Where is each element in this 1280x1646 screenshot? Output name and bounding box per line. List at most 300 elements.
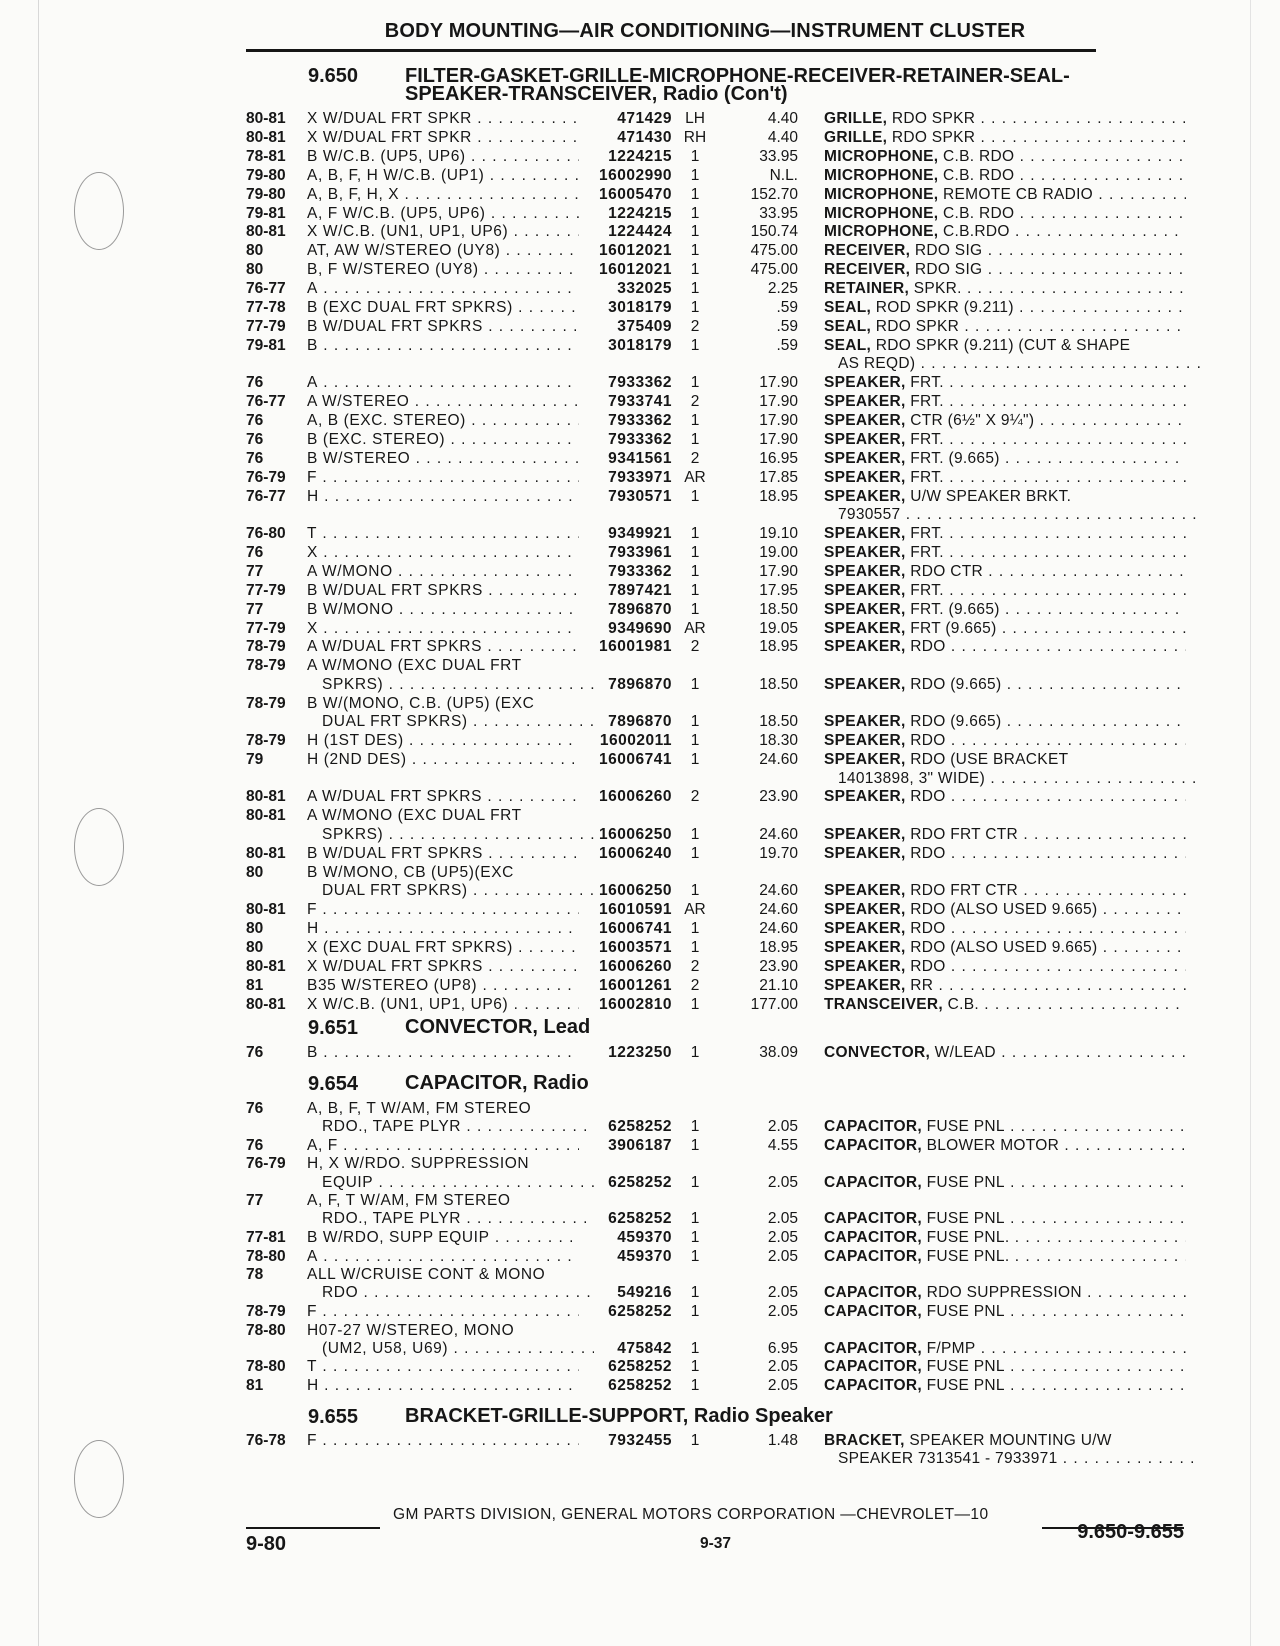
part-name-desc: FUSE PNL bbox=[926, 1377, 1005, 1394]
quantity: 1 bbox=[690, 1136, 700, 1154]
price: 150.74 bbox=[750, 223, 798, 241]
price: 16.95 bbox=[759, 449, 798, 467]
model-years: 76-77 bbox=[246, 280, 286, 298]
part-name-desc: BLOWER MOTOR bbox=[926, 1136, 1060, 1154]
application: B W/DUAL FRT SPKRS . . . bbox=[307, 845, 579, 863]
part-number: 16001261 bbox=[599, 976, 672, 994]
quantity: 1 bbox=[690, 938, 700, 956]
part-name-noun: SPEAKER, bbox=[824, 430, 906, 448]
application: B W/RDO, SUPP EQUIP . . . bbox=[307, 1229, 579, 1247]
model-years: 79-80 bbox=[246, 185, 286, 203]
part-name-noun: TRANSCEIVER, bbox=[824, 995, 944, 1013]
quantity: 1 bbox=[690, 412, 700, 429]
part-name bbox=[824, 920, 1186, 938]
quantity: 1 bbox=[690, 185, 700, 203]
model-years: 80-81 bbox=[246, 807, 286, 825]
part-name-noun: SPEAKER, bbox=[824, 619, 906, 637]
binder-hole bbox=[74, 808, 124, 886]
part-name-desc: FRT. bbox=[910, 581, 944, 599]
price: 17.95 bbox=[759, 581, 798, 599]
part-name-desc: CTR (6½" X 9¼") bbox=[910, 412, 1035, 429]
price: 23.90 bbox=[759, 788, 798, 806]
part-name-noun: CAPACITOR, bbox=[824, 1339, 923, 1357]
part-name-desc: RDO (ALSO USED 9.665) bbox=[910, 901, 1098, 918]
part-name-noun: SEAL, bbox=[824, 336, 872, 354]
price: 24.60 bbox=[759, 919, 798, 937]
price: 19.10 bbox=[759, 525, 798, 542]
model-years: 80-81 bbox=[246, 844, 286, 862]
price: 18.95 bbox=[759, 938, 798, 956]
model-years: 77-79 bbox=[246, 581, 286, 599]
part-number: 16006260 bbox=[599, 788, 672, 806]
part-name bbox=[824, 110, 1186, 128]
quantity: 1 bbox=[690, 995, 700, 1013]
application-cont: DUAL FRT SPKRS) . . . bbox=[322, 882, 594, 900]
part-name-noun: SPEAKER, bbox=[824, 882, 906, 900]
application: X W/DUAL FRT SPKRS . . . bbox=[307, 958, 579, 976]
page-edge-line bbox=[1250, 0, 1251, 1646]
part-name-desc: FUSE PNL bbox=[926, 1210, 1005, 1228]
model-years: 76 bbox=[246, 430, 264, 448]
part-name bbox=[824, 431, 1186, 449]
quantity: 2 bbox=[690, 393, 700, 411]
quantity: 2 bbox=[690, 449, 700, 467]
price: 18.95 bbox=[759, 487, 798, 505]
part-name-noun: SPEAKER, bbox=[824, 600, 906, 618]
quantity: 1 bbox=[690, 223, 700, 241]
part-name-noun: SPEAKER, bbox=[824, 675, 906, 693]
price: 2.05 bbox=[767, 1284, 798, 1302]
application: A W/DUAL FRT SPKRS . . . bbox=[307, 638, 579, 656]
model-years: 80-81 bbox=[246, 901, 286, 918]
part-name-desc: FRT. bbox=[910, 430, 944, 448]
application: H, X W/RDO. SUPPRESSION bbox=[307, 1155, 530, 1173]
quantity: 1 bbox=[690, 543, 700, 561]
price: .59 bbox=[776, 317, 798, 335]
model-years: 78-79 bbox=[246, 657, 286, 675]
price: 2.05 bbox=[767, 1118, 798, 1136]
part-name-desc: SPKR. bbox=[913, 280, 962, 298]
quantity: 1 bbox=[690, 562, 700, 580]
price: 4.40 bbox=[767, 128, 798, 146]
part-name-noun: SEAL, bbox=[824, 299, 872, 316]
part-name-desc: C.B. RDO bbox=[943, 166, 1015, 184]
page-header: BODY MOUNTING—AIR CONDITIONING—INSTRUMENT CLUSTER bbox=[384, 20, 1026, 42]
part-name bbox=[824, 882, 1186, 900]
part-name bbox=[824, 374, 1186, 392]
application: H . . . bbox=[307, 920, 579, 938]
quantity: 1 bbox=[690, 600, 700, 618]
part-number: 7933741 bbox=[608, 393, 672, 411]
part-name-noun: CAPACITOR, bbox=[824, 1377, 923, 1394]
header-rule bbox=[246, 49, 1096, 52]
quantity: 1 bbox=[690, 825, 700, 843]
application: F . . . bbox=[307, 1432, 579, 1450]
binder-hole bbox=[74, 1440, 124, 1518]
part-name-noun: CAPACITOR, bbox=[824, 1210, 923, 1228]
application: A . . . bbox=[307, 1248, 579, 1266]
part-number: 549216 bbox=[617, 1284, 672, 1302]
model-years: 78-80 bbox=[246, 1247, 286, 1265]
part-name bbox=[824, 996, 1186, 1014]
part-name bbox=[824, 713, 1186, 731]
model-years: 78-79 bbox=[246, 638, 286, 656]
part-name bbox=[824, 544, 1186, 562]
part-number: 7896870 bbox=[608, 675, 672, 693]
part-name-desc: RDO SPKR bbox=[875, 317, 960, 335]
price: 17.90 bbox=[759, 374, 798, 392]
part-number: 7930571 bbox=[608, 487, 672, 505]
model-years: 77 bbox=[246, 600, 264, 618]
quantity: 1 bbox=[690, 675, 700, 693]
application: X . . . bbox=[307, 544, 579, 562]
application: X . . . bbox=[307, 620, 579, 638]
application: B35 W/STEREO (UP8) . . . bbox=[307, 977, 579, 995]
price: 24.60 bbox=[759, 825, 798, 843]
part-name-noun: SPEAKER, bbox=[824, 788, 906, 806]
part-name-noun: SPEAKER, bbox=[824, 732, 906, 750]
application-cont: SPKRS) . . . bbox=[322, 826, 594, 844]
price: 475.00 bbox=[750, 261, 798, 279]
quantity: 1 bbox=[690, 487, 700, 505]
part-name-noun: CAPACITOR, bbox=[824, 1229, 923, 1246]
model-years: 77-78 bbox=[246, 299, 286, 316]
part-name bbox=[824, 939, 1186, 957]
part-name-noun: SPEAKER, bbox=[824, 713, 906, 731]
quantity: 1 bbox=[690, 336, 700, 354]
part-name-noun: SPEAKER, bbox=[824, 751, 906, 768]
part-number: 16006250 bbox=[599, 882, 672, 900]
price: 18.50 bbox=[759, 600, 798, 618]
part-number: 1223250 bbox=[608, 1044, 672, 1061]
model-years: 78 bbox=[246, 1266, 264, 1284]
part-name-noun: SPEAKER, bbox=[824, 844, 906, 862]
part-name bbox=[824, 958, 1186, 976]
application-cont: RDO . . . bbox=[322, 1284, 594, 1302]
model-years: 76-77 bbox=[246, 487, 286, 505]
part-name bbox=[824, 788, 1186, 806]
model-years: 76 bbox=[246, 543, 264, 561]
application-cont: (UM2, U58, U69) . . . bbox=[322, 1340, 594, 1358]
part-name-cont: AS REQD) . . . bbox=[838, 355, 1200, 373]
part-name bbox=[824, 563, 1186, 581]
application: F . . . bbox=[307, 901, 579, 919]
model-years: 79-80 bbox=[246, 166, 286, 184]
price: 2.05 bbox=[767, 1358, 798, 1376]
part-name-noun: RECEIVER, bbox=[824, 242, 911, 260]
quantity: 1 bbox=[690, 1118, 700, 1136]
quantity: 2 bbox=[690, 976, 700, 994]
part-name-noun: CAPACITOR, bbox=[824, 1173, 923, 1191]
part-number: 16006741 bbox=[599, 751, 672, 768]
model-years: 80 bbox=[246, 242, 264, 260]
quantity: RH bbox=[683, 128, 707, 146]
price: 6.95 bbox=[767, 1339, 798, 1357]
application: B W/DUAL FRT SPKRS . . . bbox=[307, 318, 579, 336]
price: 2.05 bbox=[767, 1303, 798, 1320]
application: B W/(MONO, C.B. (UP5) (EXC bbox=[307, 694, 535, 712]
part-name bbox=[824, 582, 1186, 600]
part-number: 16006260 bbox=[599, 957, 672, 975]
application: B W/MONO . . . bbox=[307, 601, 579, 619]
part-name bbox=[824, 525, 1186, 543]
quantity: LH bbox=[685, 110, 705, 127]
part-number: 7933362 bbox=[608, 374, 672, 392]
part-number: 9341561 bbox=[608, 449, 672, 467]
part-name-noun: SPEAKER, bbox=[824, 825, 906, 843]
application: B W/MONO, CB (UP5)(EXC bbox=[307, 863, 514, 881]
application-cont: DUAL FRT SPKRS) . . . bbox=[322, 713, 594, 731]
application: T . . . bbox=[307, 525, 579, 543]
part-name-desc: FUSE PNL bbox=[926, 1173, 1005, 1191]
application: B, F W/STEREO (UY8) . . . bbox=[307, 261, 579, 279]
model-years: 76 bbox=[246, 1044, 264, 1061]
application-cont: RDO., TAPE PLYR . . . bbox=[322, 1210, 594, 1228]
price: 17.85 bbox=[759, 468, 798, 486]
price: 2.05 bbox=[767, 1210, 798, 1228]
part-name-desc: REMOTE CB RADIO bbox=[943, 185, 1094, 203]
part-name-desc: W/LEAD bbox=[934, 1044, 996, 1061]
price: 475.00 bbox=[750, 242, 798, 260]
part-number: 6258252 bbox=[608, 1303, 672, 1320]
price: 19.70 bbox=[759, 844, 798, 862]
quantity: 1 bbox=[690, 280, 700, 298]
price: 17.90 bbox=[759, 393, 798, 411]
part-number: 471430 bbox=[617, 128, 672, 146]
part-name-desc: RDO bbox=[910, 919, 946, 937]
application: A . . . bbox=[307, 374, 579, 392]
part-name-desc: RDO (9.665) bbox=[910, 675, 1002, 693]
part-name bbox=[824, 1340, 1186, 1358]
quantity: 1 bbox=[690, 261, 700, 279]
part-number: 16002810 bbox=[599, 995, 672, 1013]
part-number: 1224215 bbox=[608, 147, 672, 165]
application: F . . . bbox=[307, 469, 579, 487]
part-name bbox=[824, 1432, 1186, 1450]
part-name bbox=[824, 1229, 1186, 1247]
part-name-desc: F/PMP bbox=[926, 1339, 976, 1357]
part-name-desc: RDO SIG bbox=[914, 261, 983, 279]
part-name-desc: RDO SPKR bbox=[891, 128, 976, 146]
part-name bbox=[824, 205, 1186, 223]
part-name bbox=[824, 412, 1186, 430]
quantity: 1 bbox=[690, 525, 700, 542]
part-name-desc: FUSE PNL bbox=[926, 1118, 1005, 1136]
part-name-desc: FUSE PNL. bbox=[926, 1229, 1010, 1246]
part-name-noun: SPEAKER, bbox=[824, 468, 906, 486]
quantity: 1 bbox=[690, 751, 700, 768]
part-name bbox=[824, 638, 1186, 656]
part-name-noun: MICROPHONE, bbox=[824, 204, 939, 222]
part-number: 3018179 bbox=[608, 336, 672, 354]
application: A W/MONO (EXC DUAL FRT bbox=[307, 657, 522, 675]
binder-hole bbox=[74, 172, 124, 250]
part-number: 16006240 bbox=[599, 844, 672, 862]
quantity: 1 bbox=[690, 1210, 700, 1228]
model-years: 76 bbox=[246, 1100, 264, 1117]
price: 2.05 bbox=[767, 1173, 798, 1191]
quantity: 1 bbox=[690, 166, 700, 184]
part-name bbox=[824, 148, 1186, 166]
part-name bbox=[824, 620, 1186, 638]
quantity: 1 bbox=[690, 1173, 700, 1191]
price: 152.70 bbox=[750, 185, 798, 203]
price: 17.90 bbox=[759, 562, 798, 580]
part-number: 16002990 bbox=[599, 166, 672, 184]
price: 24.60 bbox=[759, 882, 798, 900]
price: 33.95 bbox=[759, 147, 798, 165]
part-name-desc: RDO (ALSO USED 9.665) bbox=[910, 938, 1098, 956]
part-name-desc: FUSE PNL bbox=[926, 1303, 1005, 1320]
model-years: 76-77 bbox=[246, 393, 286, 411]
application: A . . . bbox=[307, 280, 579, 298]
part-number: 16005470 bbox=[599, 185, 672, 203]
quantity: 2 bbox=[690, 957, 700, 975]
part-name-desc: C.B. RDO bbox=[943, 147, 1015, 165]
part-name-desc: RDO SPKR bbox=[891, 110, 976, 127]
model-years: 76 bbox=[246, 1136, 264, 1154]
part-name-desc: FRT. bbox=[910, 468, 944, 486]
part-name bbox=[824, 469, 1186, 487]
part-name-cont: SPEAKER 7313541 - 7933971 . . . bbox=[838, 1450, 1200, 1468]
part-name-desc: SPEAKER MOUNTING U/W bbox=[909, 1432, 1112, 1449]
model-years: 80-81 bbox=[246, 957, 286, 975]
part-name bbox=[824, 1358, 1186, 1376]
part-name-noun: MICROPHONE, bbox=[824, 185, 939, 203]
part-number: 3906187 bbox=[608, 1136, 672, 1154]
quantity: 1 bbox=[690, 242, 700, 260]
part-number: 459370 bbox=[617, 1247, 672, 1265]
part-name-noun: MICROPHONE, bbox=[824, 223, 939, 241]
section-title: CAPACITOR, Radio bbox=[405, 1072, 589, 1094]
part-name-cont: 14013898, 3" WIDE) . . . bbox=[838, 770, 1200, 788]
price: 18.50 bbox=[759, 713, 798, 731]
part-name bbox=[824, 167, 1186, 185]
part-name-noun: SPEAKER, bbox=[824, 543, 906, 561]
model-years: 77-79 bbox=[246, 317, 286, 335]
application: X W/DUAL FRT SPKR . . . bbox=[307, 110, 579, 128]
quantity: 1 bbox=[690, 204, 700, 222]
model-years: 76-78 bbox=[246, 1432, 286, 1449]
part-number: 9349690 bbox=[608, 619, 672, 637]
application: A, B, F, H, X . . . bbox=[307, 186, 579, 204]
part-name-desc: FRT (9.665) bbox=[910, 619, 997, 637]
footer-publisher: GM PARTS DIVISION, GENERAL MOTORS CORPORATION —CHEVROLET—10 bbox=[393, 1506, 989, 1523]
part-name-desc: FUSE PNL. bbox=[926, 1247, 1010, 1265]
part-name-noun: CAPACITOR, bbox=[824, 1136, 923, 1154]
price: 1.48 bbox=[767, 1432, 798, 1449]
part-number: 471429 bbox=[617, 110, 672, 127]
part-name-desc: FRT. (9.665) bbox=[910, 449, 1000, 467]
part-number: 7933362 bbox=[608, 412, 672, 429]
part-name-noun: GRILLE, bbox=[824, 128, 888, 146]
price: .59 bbox=[776, 336, 798, 354]
model-years: 77 bbox=[246, 562, 264, 580]
model-years: 80-81 bbox=[246, 223, 286, 241]
model-years: 80 bbox=[246, 919, 264, 937]
part-number: 16012021 bbox=[599, 261, 672, 279]
quantity: 1 bbox=[690, 299, 700, 316]
part-name bbox=[824, 488, 1186, 506]
price: 2.05 bbox=[767, 1247, 798, 1265]
application: A W/MONO (EXC DUAL FRT bbox=[307, 807, 522, 825]
quantity: 1 bbox=[690, 919, 700, 937]
model-years: 80-81 bbox=[246, 128, 286, 146]
price: .59 bbox=[776, 299, 798, 316]
part-number: 7933362 bbox=[608, 430, 672, 448]
quantity: 1 bbox=[690, 430, 700, 448]
application: A, B, F, T W/AM, FM STEREO bbox=[307, 1100, 532, 1117]
part-name-desc: U/W SPEAKER BRKT. bbox=[910, 487, 1072, 505]
part-name-noun: SPEAKER, bbox=[824, 581, 906, 599]
price: 33.95 bbox=[759, 204, 798, 222]
quantity: 1 bbox=[690, 1358, 700, 1376]
model-years: 80 bbox=[246, 261, 264, 279]
quantity: 1 bbox=[690, 1284, 700, 1302]
application: X (EXC DUAL FRT SPKRS) . . . bbox=[307, 939, 579, 957]
part-name-noun: SPEAKER, bbox=[824, 393, 906, 411]
part-name bbox=[824, 318, 1186, 336]
part-name bbox=[824, 845, 1186, 863]
part-name bbox=[824, 337, 1186, 355]
model-years: 78-79 bbox=[246, 694, 286, 712]
part-name-noun: SPEAKER, bbox=[824, 412, 906, 429]
part-name bbox=[824, 901, 1186, 919]
application: X W/DUAL FRT SPKR . . . bbox=[307, 129, 579, 147]
application: H07-27 W/STEREO, MONO bbox=[307, 1321, 515, 1339]
part-name bbox=[824, 223, 1186, 241]
model-years: 79 bbox=[246, 751, 264, 768]
part-name-noun: RETAINER, bbox=[824, 280, 910, 298]
part-name-desc: C.B. bbox=[947, 995, 979, 1013]
application: H . . . bbox=[307, 1377, 579, 1395]
model-years: 78-80 bbox=[246, 1321, 286, 1339]
application: A W/MONO . . . bbox=[307, 563, 579, 581]
section-title: FILTER-GASKET-GRILLE-MICROPHONE-RECEIVER-RETAINER-SEAL- bbox=[405, 65, 1070, 87]
part-name-noun: MICROPHONE, bbox=[824, 147, 939, 165]
model-years: 76 bbox=[246, 374, 264, 392]
part-name-desc: FRT. (9.665) bbox=[910, 600, 1000, 618]
part-name-desc: RDO bbox=[910, 844, 946, 862]
application: B W/DUAL FRT SPKRS . . . bbox=[307, 582, 579, 600]
part-name-noun: RECEIVER, bbox=[824, 261, 911, 279]
price: N.L. bbox=[769, 166, 798, 184]
part-number: 16003571 bbox=[599, 938, 672, 956]
quantity: 1 bbox=[690, 1432, 700, 1449]
price: 23.90 bbox=[759, 957, 798, 975]
quantity: 1 bbox=[690, 844, 700, 862]
part-number: 16010591 bbox=[599, 901, 672, 918]
part-name bbox=[824, 129, 1186, 147]
part-name bbox=[824, 977, 1186, 995]
application: X W/C.B. (UN1, UP1, UP6) . . . bbox=[307, 996, 579, 1014]
part-number: 459370 bbox=[617, 1229, 672, 1246]
quantity: 1 bbox=[690, 1044, 700, 1061]
part-name-desc: RDO CTR bbox=[910, 562, 983, 580]
quantity: 1 bbox=[690, 147, 700, 165]
price: 17.90 bbox=[759, 430, 798, 448]
price: 2.05 bbox=[767, 1229, 798, 1246]
application: F . . . bbox=[307, 1303, 579, 1321]
quantity: 1 bbox=[690, 732, 700, 750]
part-name-noun: SPEAKER, bbox=[824, 487, 906, 505]
part-name-desc: FRT. bbox=[910, 543, 944, 561]
part-name-desc: RDO bbox=[910, 788, 946, 806]
part-name-noun: CAPACITOR, bbox=[824, 1358, 923, 1376]
application: ALL W/CRUISE CONT & MONO bbox=[307, 1266, 546, 1284]
quantity: 1 bbox=[690, 374, 700, 392]
part-name-desc: FUSE PNL bbox=[926, 1358, 1005, 1376]
